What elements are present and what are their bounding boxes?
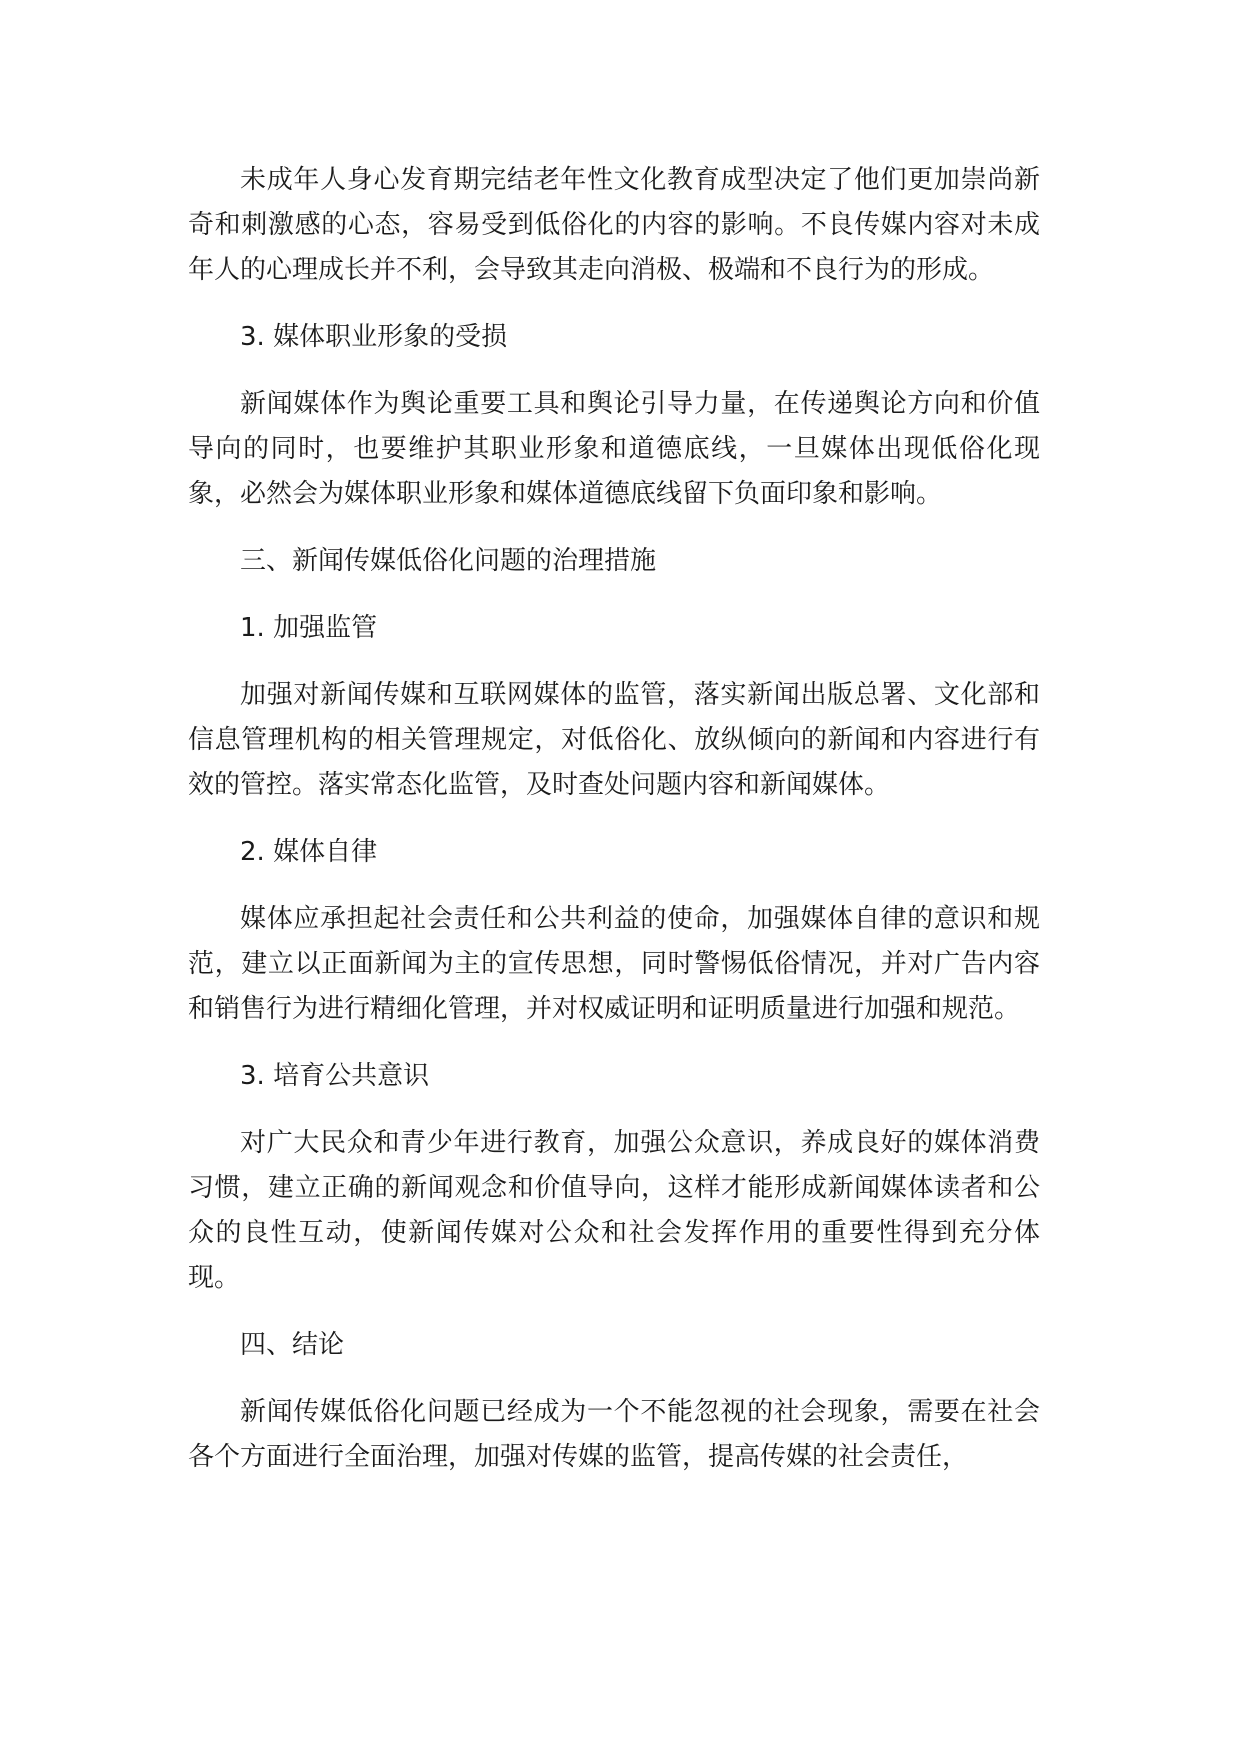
paragraph-conclusion: 新闻传媒低俗化问题已经成为一个不能忽视的社会现象，需要在社会各个方面进行全面治理，加强对传媒的监管，提高传媒的社会责任，	[188, 1397, 1040, 1472]
paragraph-supervision: 加强对新闻传媒和互联网媒体的监管，落实新闻出版总署、文化部和信息管理机构的相关管理规定，对低俗化、放纵倾向的新闻和内容进行有效的管控。落实常态化监管，及时查处问题内容和新闻媒体。	[188, 680, 1040, 800]
heading-media-self-discipline: 2. 媒体自律	[240, 837, 378, 867]
heading-section-three: 三、新闻传媒低俗化问题的治理措施	[240, 546, 657, 576]
heading-media-image-damage: 3. 媒体职业形象的受损	[240, 322, 508, 352]
heading-section-four: 四、结论	[240, 1330, 345, 1360]
heading-strengthen-supervision: 1. 加强监管	[240, 613, 378, 643]
heading-public-awareness: 3. 培育公共意识	[240, 1061, 430, 1091]
paragraph-public-awareness: 对广大民众和青少年进行教育，加强公众意识，养成良好的媒体消费习惯，建立正确的新闻观念和价值导向，这样才能形成新闻媒体读者和公众的良性互动，使新闻传媒对公众和社会发挥作用的重要性得到充分体现。	[188, 1128, 1040, 1293]
paragraph-minors-impact: 未成年人身心发育期完结老年性文化教育成型决定了他们更加崇尚新奇和刺激感的心态，容易受到低俗化的内容的影响。不良传媒内容对未成年人的心理成长并不利，会导致其走向消极、极端和不良行为的形成。	[188, 165, 1040, 285]
document-page	[188, 158, 1040, 1502]
paragraph-media-image: 新闻媒体作为舆论重要工具和舆论引导力量，在传递舆论方向和价值导向的同时，也要维护其职业形象和道德底线，一旦媒体出现低俗化现象，必然会为媒体职业形象和媒体道德底线留下负面印象和影响。	[188, 389, 1040, 509]
paragraph-self-discipline: 媒体应承担起社会责任和公共利益的使命，加强媒体自律的意识和规范，建立以正面新闻为主的宣传思想，同时警惕低俗情况，并对广告内容和销售行为进行精细化管理，并对权威证明和证明质量进行加强和规范。	[188, 904, 1040, 1024]
